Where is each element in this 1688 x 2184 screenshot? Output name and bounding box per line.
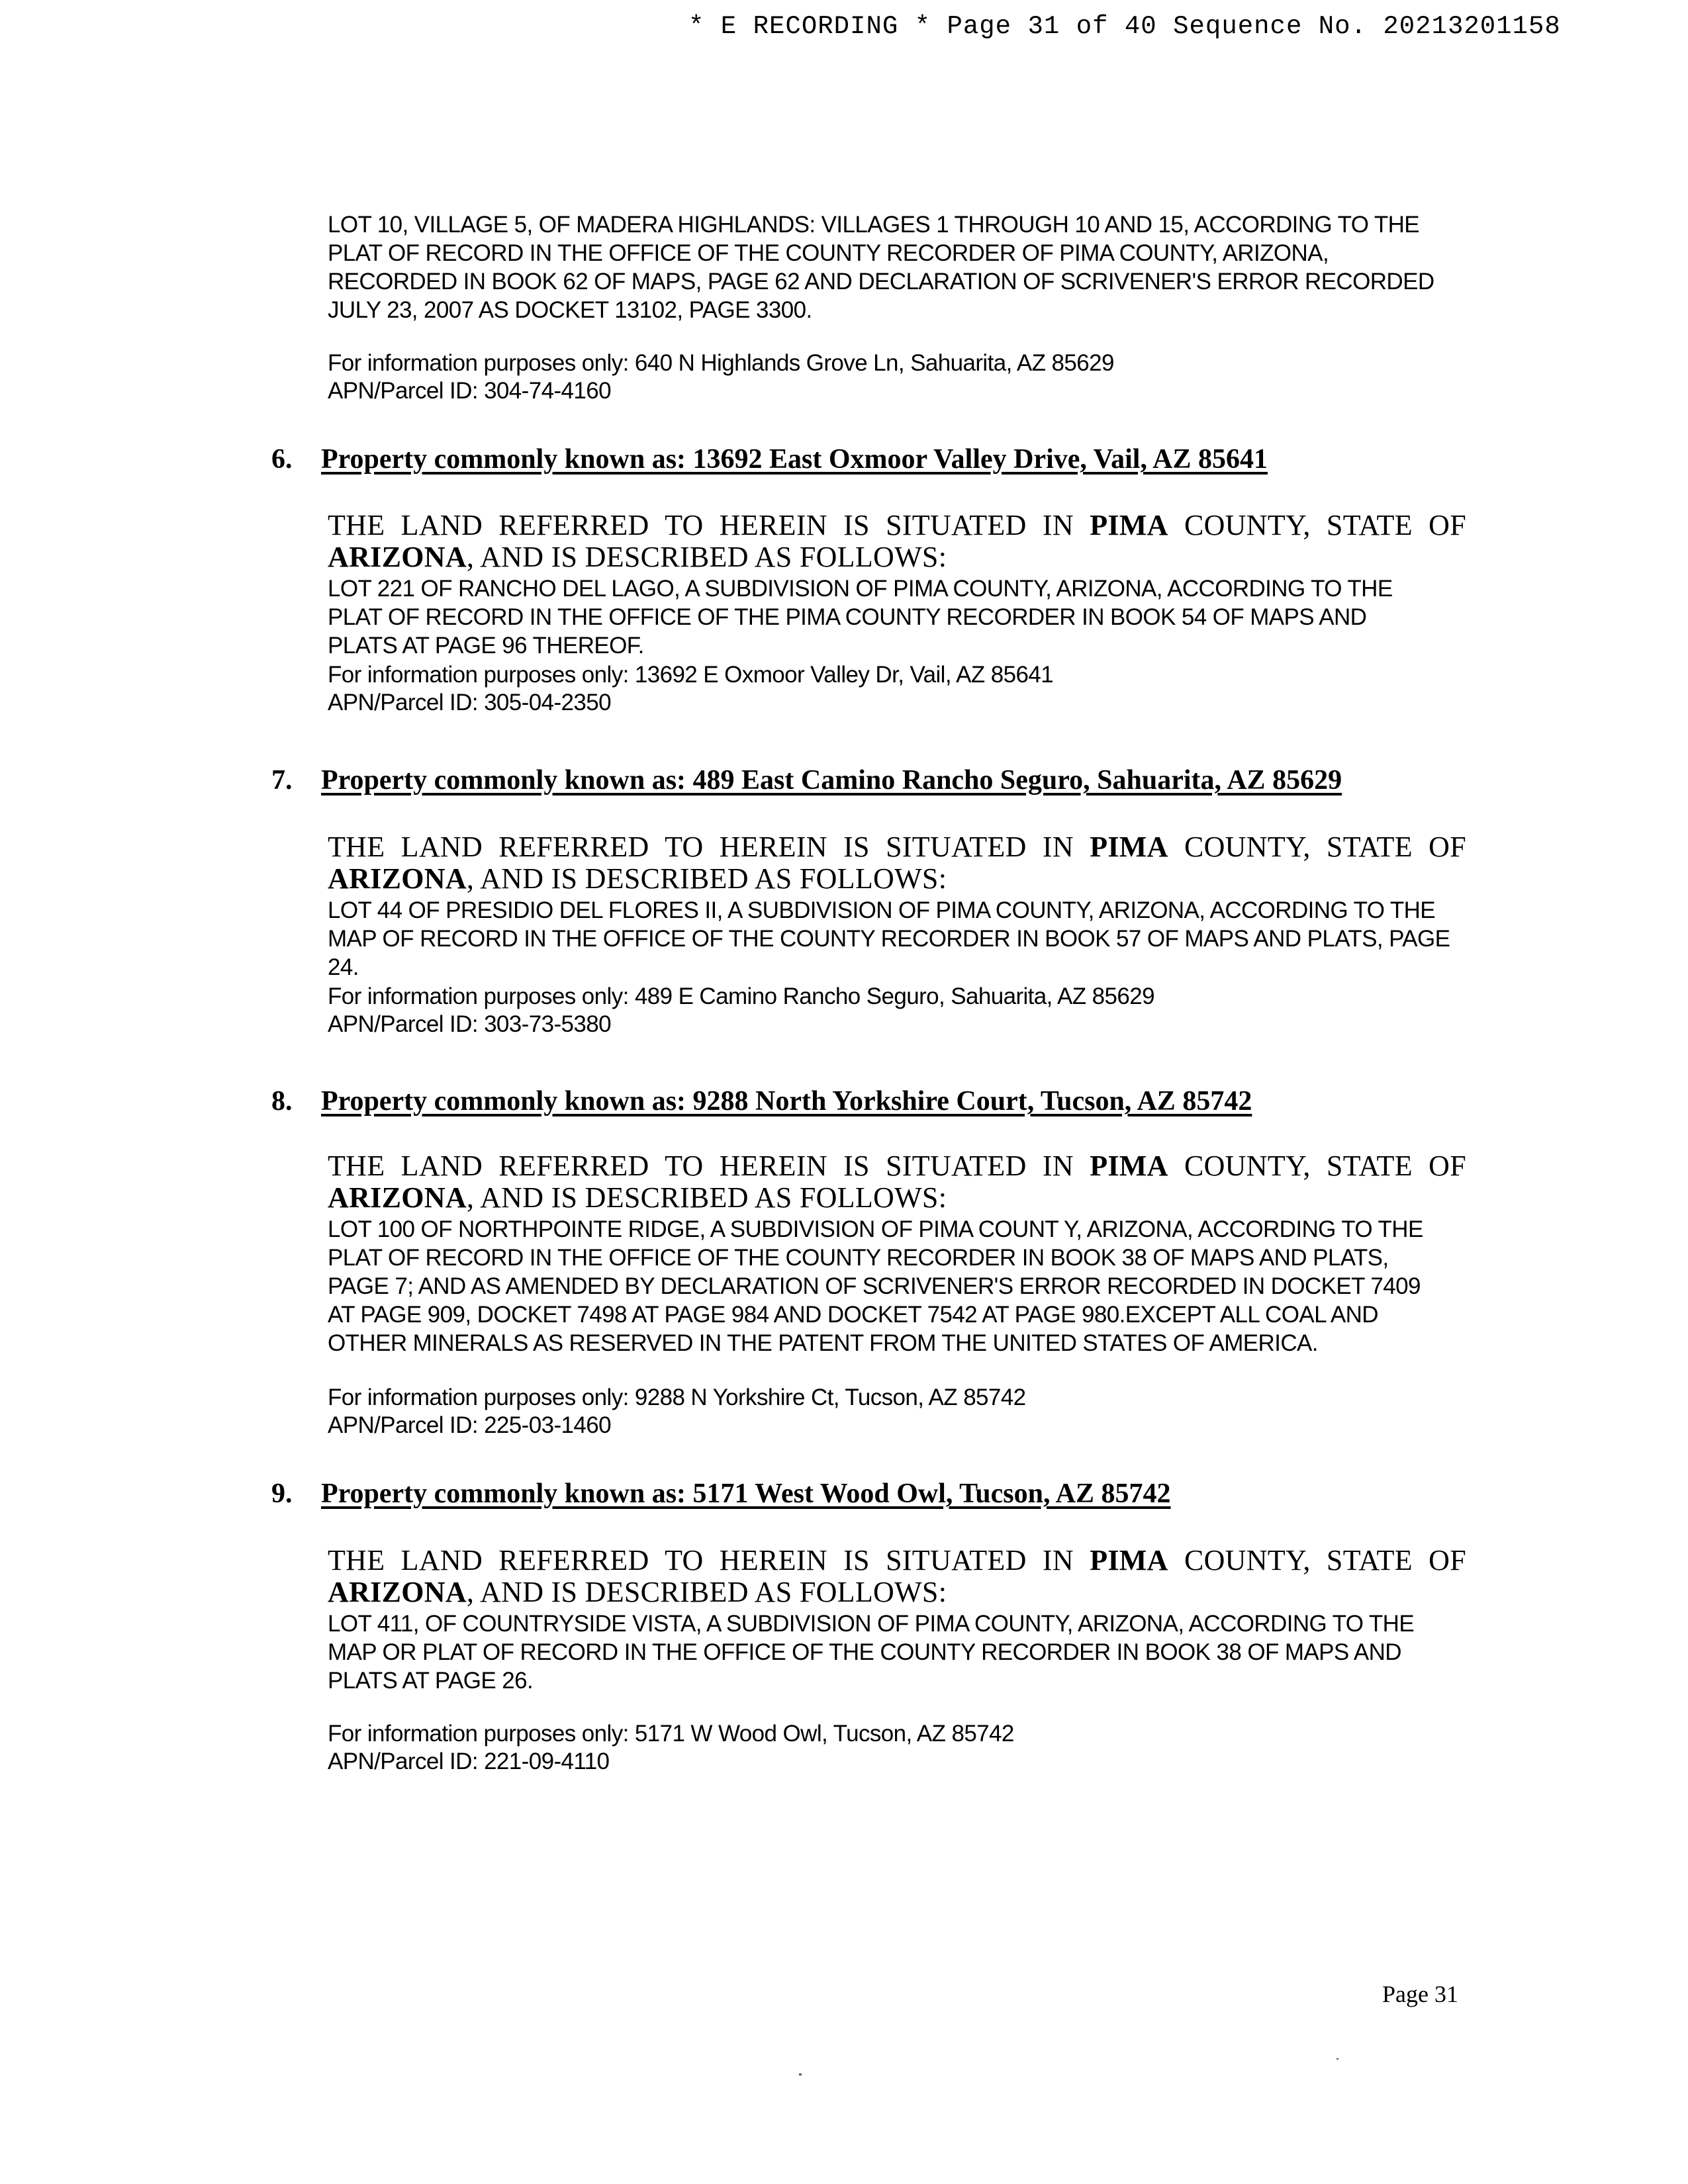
page-number-footer: Page 31 bbox=[1382, 1981, 1458, 2007]
item-7-title: Property commonly known as: 489 East Camino Rancho Seguro, Sahuarita, AZ 85629 bbox=[321, 765, 1342, 796]
item-6-situated-text: THE LAND REFERRED TO HEREIN IS SITUATED IN PIMA COUNTY, STATE OF ARIZONA, AND IS DESCRIBED AS FOLLOWS: bbox=[328, 509, 1466, 573]
item-9-apn-line: APN/Parcel ID: 221-09-4110 bbox=[328, 1749, 610, 1774]
item-6-info-block bbox=[328, 661, 1549, 717]
item-9-legal-description: LOT 411, OF COUNTRYSIDE VISTA, A SUBDIVISION OF PIMA COUNTY, ARIZONA, ACCORDING TO THE MAP OR PLAT OF RECORD IN THE OFFICE OF THE COUNTY RECORDER IN BOOK 38 OF MAPS AND PLATS AT PAGE 26. bbox=[328, 1611, 1415, 1694]
item-6-number: 6. bbox=[271, 444, 293, 475]
recording-header: * E RECORDING * Page 31 of 40 Sequence No. 20213201158 bbox=[688, 12, 1561, 41]
intro-info-line: For information purposes only: 640 N Highlands Grove Ln, Sahuarita, AZ 85629 bbox=[328, 350, 1114, 376]
item-7-number: 7. bbox=[271, 765, 293, 796]
item-9-heading bbox=[271, 1478, 1529, 1510]
item-7-info-line: For information purposes only: 489 E Camino Rancho Seguro, Sahuarita, AZ 85629 bbox=[328, 983, 1154, 1009]
item-9-situated-text: THE LAND REFERRED TO HEREIN IS SITUATED IN PIMA COUNTY, STATE OF ARIZONA, AND IS DESCRIBED AS FOLLOWS: bbox=[328, 1544, 1466, 1608]
item-8-number: 8. bbox=[271, 1086, 293, 1116]
item-8-body bbox=[328, 1150, 1549, 1439]
scan-speck bbox=[799, 2073, 802, 2075]
intro-legal-description: LOT 10, VILLAGE 5, OF MADERA HIGHLANDS: VILLAGES 1 THROUGH 10 AND 15, ACCORDING TO THE PLAT OF RECORD IN THE OFFICE OF THE COUNTY RECORDER OF PIMA COUNTY, ARIZONA, RECORDED IN BOOK 62 OF MAPS, PAGE 62 AND DECLARATION OF SCRIVENER'S ERROR RECORDED JULY 23, 2007 AS DOCKET 13102, PAGE 3300. bbox=[328, 212, 1434, 323]
item-6-apn-line: APN/Parcel ID: 305-04-2350 bbox=[328, 690, 611, 715]
item-6-body bbox=[328, 510, 1549, 717]
item-8-legal-description: LOT 100 OF NORTHPOINTE RIDGE, A SUBDIVISION OF PIMA COUNT Y, ARIZONA, ACCORDING TO THE PLAT OF RECORD IN THE OFFICE OF THE COUNTY RECORDER IN BOOK 38 OF MAPS AND PLATS, PAGE 7; AND AS AMENDED BY DECLARATION OF SCRIVENER'S ERROR RECORDED IN DOCKET 7409 AT PAGE 909, DOCKET 7498 AT PAGE 984 AND DOCKET 7542 AT PAGE 980.EXCEPT ALL COAL AND OTHER MINERALS AS RESERVED IN THE PATENT FROM THE UNITED STATES OF AMERICA. bbox=[328, 1216, 1423, 1356]
item-9-title: Property commonly known as: 5171 West Wood Owl, Tucson, AZ 85742 bbox=[321, 1479, 1171, 1509]
item-8-info-block bbox=[328, 1384, 1549, 1439]
item-6-title: Property commonly known as: 13692 East Oxmoor Valley Drive, Vail, AZ 85641 bbox=[321, 444, 1268, 475]
item-8-title: Property commonly known as: 9288 North Yorkshire Court, Tucson, AZ 85742 bbox=[321, 1086, 1252, 1116]
intro-apn-line: APN/Parcel ID: 304-74-4160 bbox=[328, 378, 611, 404]
item-7-legal-description: LOT 44 OF PRESIDIO DEL FLORES II, A SUBDIVISION OF PIMA COUNTY, ARIZONA, ACCORDING TO THE MAP OF RECORD IN THE OFFICE OF THE COUNTY RECORDER IN BOOK 57 OF MAPS AND PLATS, PAGE 24. bbox=[328, 897, 1450, 980]
item-7-situated-text: THE LAND REFERRED TO HEREIN IS SITUATED IN PIMA COUNTY, STATE OF ARIZONA, AND IS DESCRIBED AS FOLLOWS: bbox=[328, 831, 1466, 895]
item-8-info-line: For information purposes only: 9288 N Yorkshire Ct, Tucson, AZ 85742 bbox=[328, 1385, 1026, 1410]
intro-section bbox=[328, 210, 1549, 405]
item-8-apn-line: APN/Parcel ID: 225-03-1460 bbox=[328, 1412, 611, 1438]
item-8-situated-text: THE LAND REFERRED TO HEREIN IS SITUATED IN PIMA COUNTY, STATE OF ARIZONA, AND IS DESCRIBED AS FOLLOWS: bbox=[328, 1150, 1466, 1214]
item-9-number: 9. bbox=[271, 1479, 293, 1509]
item-9-info-line: For information purposes only: 5171 W Wood Owl, Tucson, AZ 85742 bbox=[328, 1721, 1014, 1747]
item-9-body bbox=[328, 1545, 1549, 1776]
scan-speck bbox=[1336, 2058, 1338, 2060]
item-9-info-block bbox=[328, 1720, 1549, 1776]
item-7-body bbox=[328, 831, 1549, 1038]
item-6-info-line: For information purposes only: 13692 E Oxmoor Valley Dr, Vail, AZ 85641 bbox=[328, 662, 1054, 688]
item-7-apn-line: APN/Parcel ID: 303-73-5380 bbox=[328, 1011, 611, 1037]
item-6-heading bbox=[271, 443, 1529, 475]
intro-info-block bbox=[328, 349, 1549, 405]
item-6-legal-description: LOT 221 OF RANCHO DEL LAGO, A SUBDIVISION OF PIMA COUNTY, ARIZONA, ACCORDING TO THE PLAT OF RECORD IN THE OFFICE OF THE PIMA COUNTY RECORDER IN BOOK 54 OF MAPS AND PLATS AT PAGE 96 THEREOF. bbox=[328, 576, 1393, 659]
item-7-info-block bbox=[328, 983, 1549, 1038]
item-8-heading bbox=[271, 1085, 1529, 1117]
item-7-heading bbox=[271, 764, 1529, 796]
